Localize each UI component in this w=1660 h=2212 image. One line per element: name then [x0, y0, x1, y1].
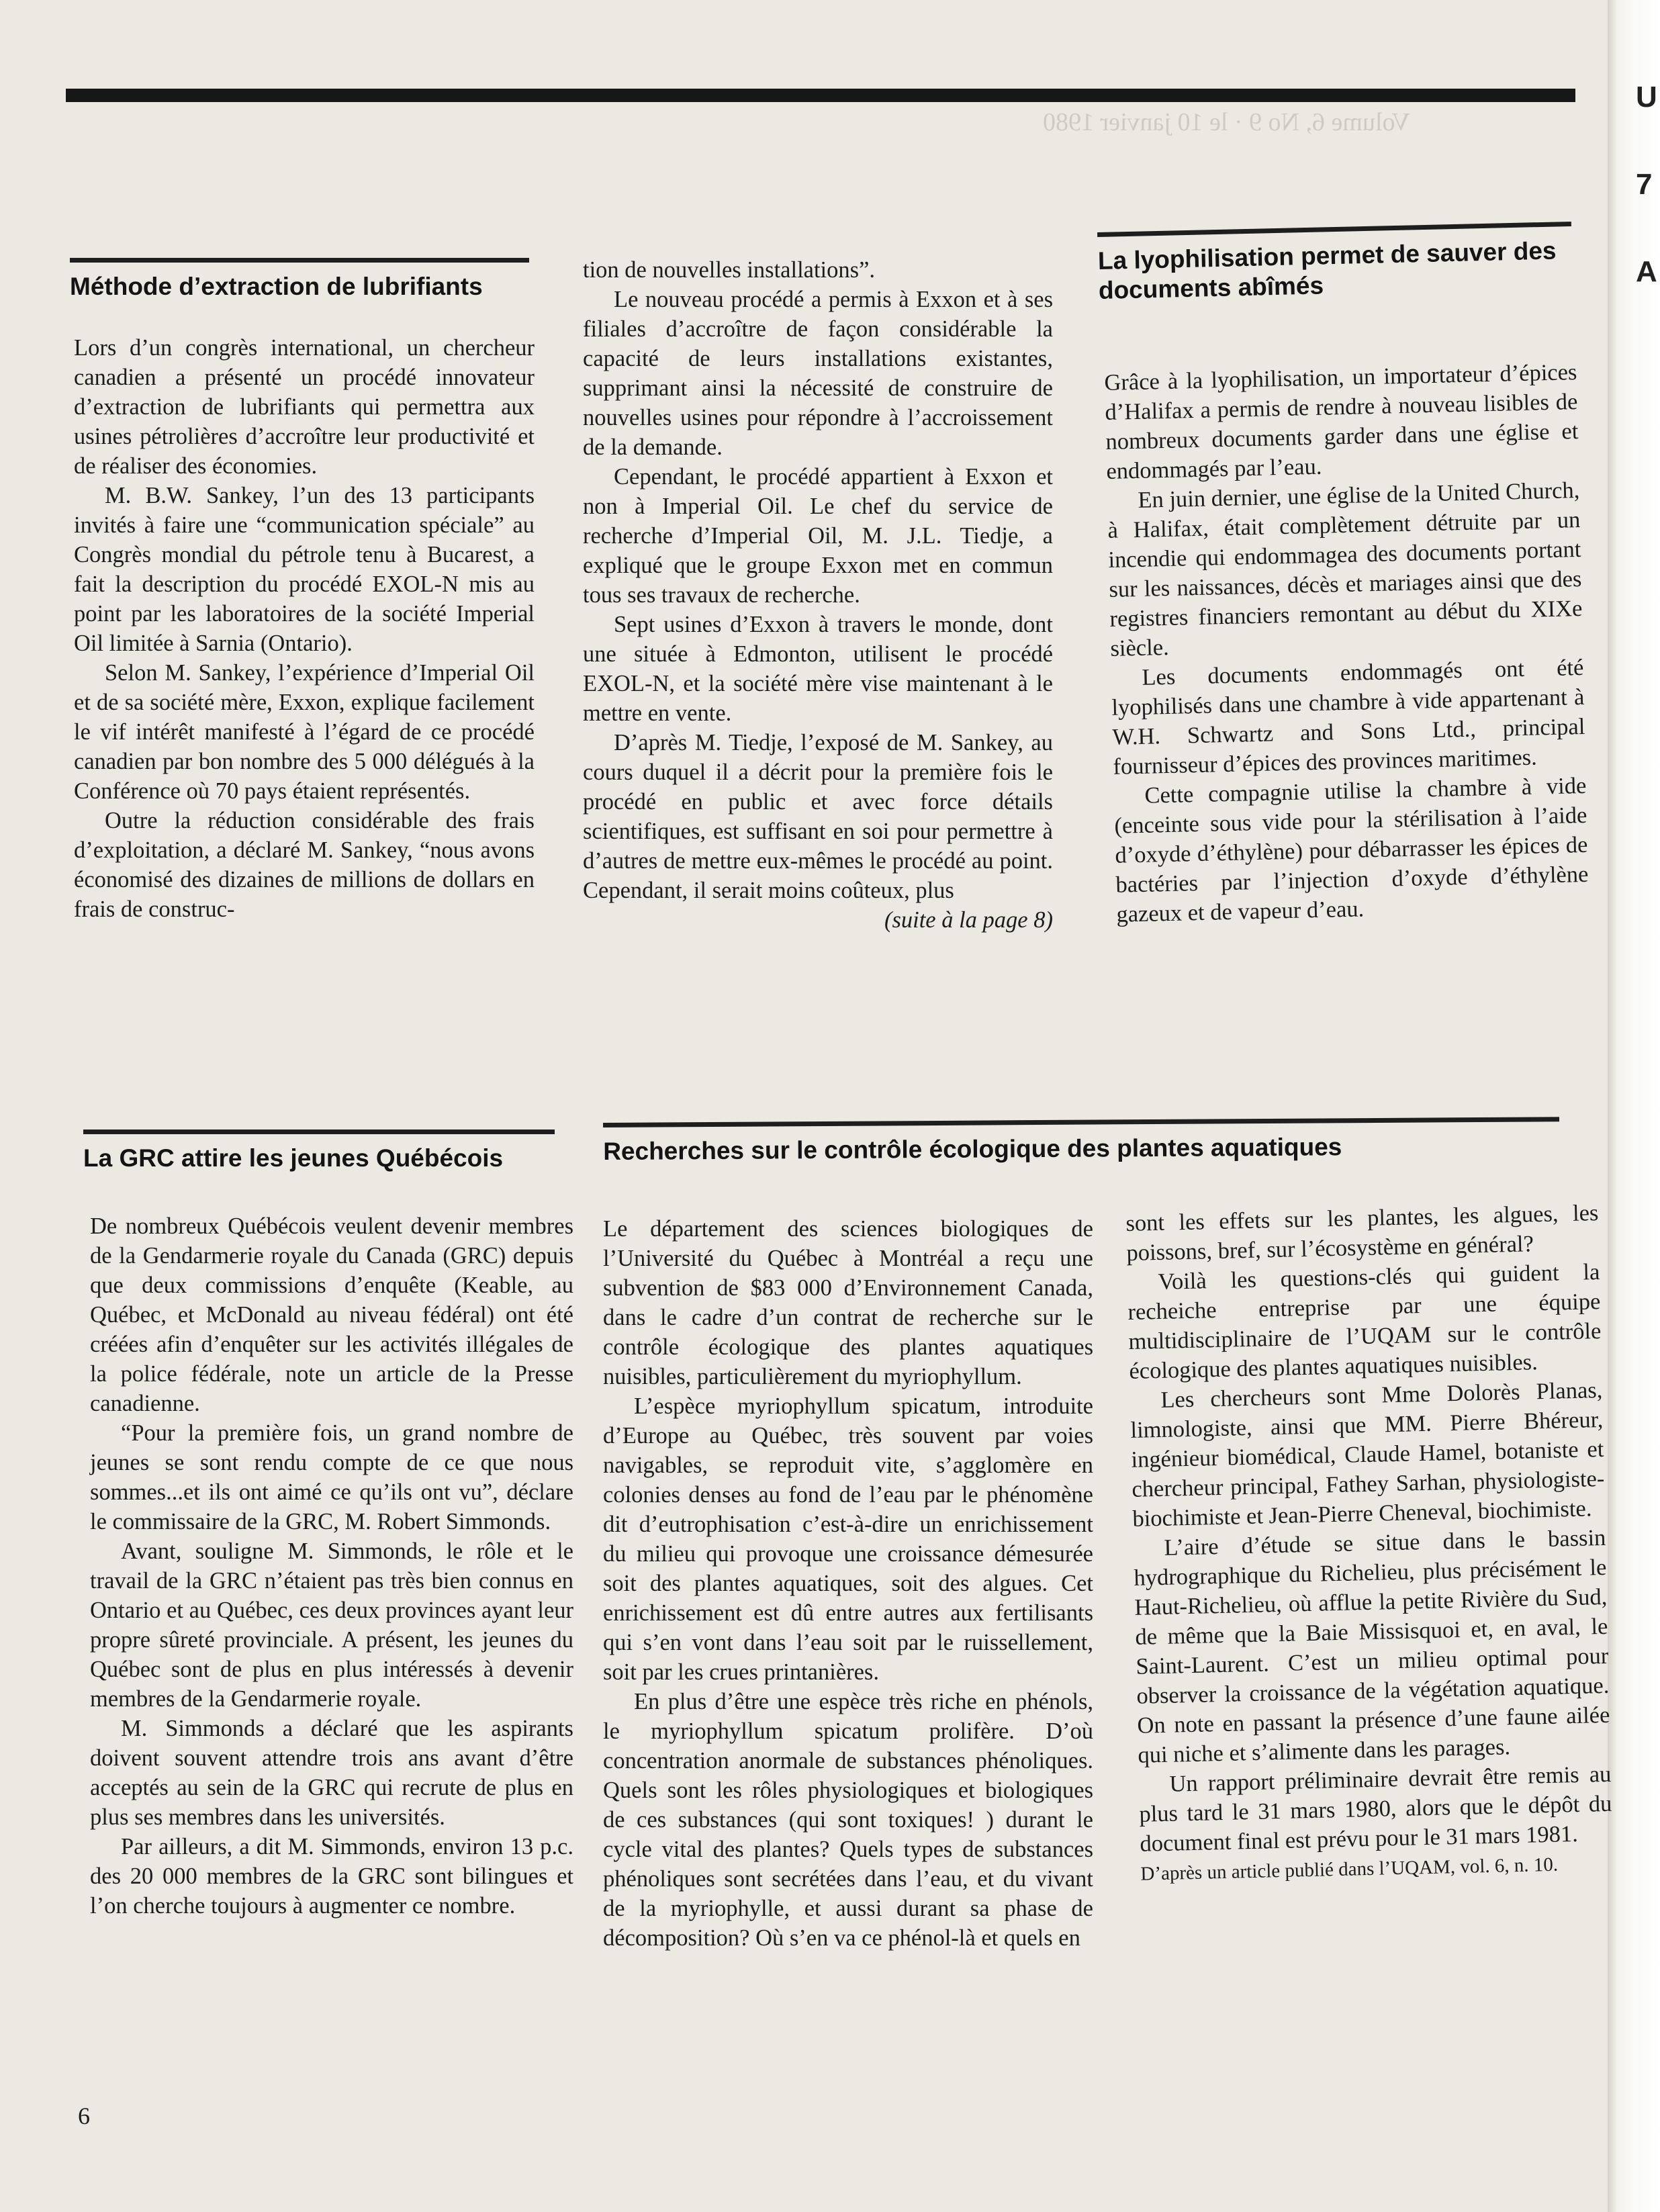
- paragraph: Par ailleurs, a dit M. Simmonds, environ 13 p.c. des 20 000 membres de la GRC sont bilingues et l’on cherche toujours à augmenter ce nombre.: [90, 1834, 573, 1919]
- show-through-header: Volume 6, No 9 · le 10 janvier 1980: [1042, 108, 1410, 136]
- continued-note: (suite à la page 8): [884, 907, 1053, 933]
- paragraph: Selon M. Sankey, l’expérience d’Imperial Oil et de sa société mère, Exxon, explique facilement le vif intérêt manifesté à l’égard de ce procédé canadien par bon nombre des 5 000 délégués à la Conférence où 70 pays étaient représentés.: [74, 660, 535, 804]
- headline-rule: [83, 1130, 555, 1134]
- paragraph: En plus d’être une espèce très riche en phénols, le myriophyllum spicatum prolifère. D’où concentration anormale de substances phénoliques. Quels sont les rôles physiologiques et biologiques de ces substances (qui sont toxiques! ) durant le cycle vital des plantes? Quels types de substances phénoliques sont secrétées dans l’eau, et du vivant de la myriophylle, et aussi durant sa phase de décomposition? Où s’en va ce phénol-là et quels en: [603, 1689, 1093, 1951]
- paragraph: Cependant, le procédé appartient à Exxon et non à Imperial Oil. Le chef du service de recherche d’Imperial Oil, M. J.L. Tiedje, a expliqué que le groupe Exxon met en commun tous ses travaux de recherche.: [583, 464, 1053, 608]
- headline-rule: [603, 1117, 1559, 1127]
- paragraph: Outre la réduction considérable des frais d’exploitation, a déclaré M. Sankey, “nous avons économisé des dizaines de millions de dollars en frais de construc-: [74, 808, 535, 922]
- source-credit: D’après un article publié dans l’UQAM, vol. 6, n. 10.: [1140, 1853, 1559, 1885]
- paragraph: Voilà les questions-clés qui guident la recheiche entreprise par une équipe multidisciplinaire de l’UQAM sur le contrôle écologique des plantes aquatiques nuisibles.: [1127, 1259, 1602, 1384]
- paragraph: En juin dernier, une église de la United Church, à Halifax, était complètement détruite par un incendie qui endommagea des documents portant sur les naissances, décès et mariages ainsi que des registres financiers remontant au début du XIXe siècle.: [1107, 477, 1583, 661]
- adjacent-page-marks: [1636, 54, 1657, 316]
- side-mark: A: [1636, 255, 1657, 288]
- paragraph: Le nouveau procédé a permis à Exxon et à ses filiales d’accroître de façon considérable la capacité de leurs installations existantes, supprimant ainsi la nécessité de construire de nouvelles usines pour répondre à l’accroissement de la demande.: [583, 287, 1053, 460]
- headline: Recherches sur le contrôle écologique des plantes aquatiques: [603, 1133, 1342, 1165]
- paragraph: Sept usines d’Exxon à travers le monde, dont une située à Edmonton, utilisent le procédé EXOL-N, et la société mère vise maintenant à le mettre en vente.: [583, 612, 1053, 726]
- article-plantes-col2: [1125, 1198, 1614, 1887]
- paragraph: tion de nouvelles installations”.: [583, 257, 876, 283]
- article-lubrifiants-col2: [583, 255, 1053, 935]
- paragraph: “Pour la première fois, un grand nombre de jeunes se sont rendu compte de ce que nous sommes...et ils ont aimé ce qu’ils ont vu”, déclare le commissaire de la GRC, M. Robert Simmonds.: [90, 1420, 573, 1534]
- article-lyophilisation-body: [1104, 357, 1589, 929]
- paragraph: Lors d’un congrès international, un chercheur canadien a présenté un procédé innovateur d’extraction de lubrifiants qui permettra aux usines pétrolières d’accroître leur productivité et de réaliser des économies.: [74, 335, 535, 479]
- paragraph: Les documents endommagés ont été lyophilisés dans une chambre à vide appartenant à W.H. Schwartz and Sons Ltd., principal fournisseur d’épices des provinces maritimes.: [1111, 654, 1585, 780]
- article-lubrifiants-col1: [74, 333, 535, 924]
- paragraph: L’aire d’étude se situe dans le bassin hydrographique du Richelieu, plus précisément le Haut-Richelieu, où afflue la petite Rivière du Sud, de même que la Baie Missisquoi et, en aval, le Saint-Laurent. C’est un milieu optimal pour observer la croissance de la végétation aquatique. On note en passant la présence d’une faune ailée qui niche et s’alimente dans les parages.: [1134, 1524, 1610, 1768]
- paragraph: D’après M. Tiedje, l’exposé de M. Sankey, au cours duquel il a décrit pour la première fois le procédé en public et avec force détails scientifiques, est suffisant en soi pour permettre à d’autres de mettre eux-mêmes le procédé au point. Cependant, il serait moins coûteux, plus: [583, 730, 1053, 903]
- headline-rule: [1097, 222, 1571, 237]
- side-mark: U: [1636, 81, 1657, 113]
- paragraph: M. B.W. Sankey, l’un des 13 participants invités à faire une “communication spéciale” au Congrès mondial du pétrole tenu à Bucarest, a fait la description du procédé EXOL-N mis au point par les laboratoires de la société Imperial Oil limitée à Sarnia (Ontario).: [74, 483, 535, 656]
- paragraph: M. Simmonds a déclaré que les aspirants doivent souvent attendre trois ans avant d’être acceptés au sein de la GRC qui recrute de plus en plus ses membres dans les universités.: [90, 1716, 573, 1830]
- page-number: 6: [78, 2103, 90, 2129]
- paragraph: L’espèce myriophyllum spicatum, introduite d’Europe au Québec, très souvent par voies navigables, se reproduit vite, s’agglomère en colonies denses au fond de l’eau par le phénomène dit d’eutrophisation c’est-à-dire un enrichissement du milieu qui provoque une croissance démesurée soit des plantes aquatiques, soit des algues. Cet enrichissement est dû entre autres aux fertilisants qui s’en vont dans l’eau soit par le ruissellement, soit par les crues printanières.: [603, 1393, 1093, 1685]
- headline: La GRC attire les jeunes Québécois: [83, 1144, 504, 1172]
- paragraph: Cette compagnie utilise la chambre à vide (enceinte sous vide pour la stérilisation à l’aide d’oxyde d’éthylène) pour débarrasser les épices de bactéries par l’injection d’oxyde d’éthylène gazeux et de vapeur d’eau.: [1114, 772, 1589, 927]
- article-lubrifiants-header: [70, 258, 529, 302]
- article-plantes-col1: [603, 1214, 1093, 1953]
- page-edge: [1608, 0, 1660, 2212]
- headline: La lyophilisation permet de sauver des documents abîmés: [1097, 236, 1557, 304]
- headline: Méthode d’extraction de lubrifiants: [70, 273, 483, 300]
- paragraph: De nombreux Québécois veulent devenir membres de la Gendarmerie royale du Canada (GRC) depuis que deux commissions d’enquête (Keable, au Québec, et McDonald au niveau fédéral) ont été créées afin d’enquêter sur les activités illégales de la police fédérale, note un article de la Presse canadienne.: [90, 1213, 573, 1416]
- side-mark: 7: [1636, 168, 1653, 201]
- article-lyophilisation-header: [1097, 222, 1573, 306]
- article-grc-body: [90, 1211, 573, 1921]
- paragraph: Un rapport préliminaire devrait être remis au plus tard le 31 mars 1980, alors que le dépôt du document final est prévu pour le 31 mars 1981.: [1139, 1761, 1612, 1857]
- article-plantes-header: [603, 1117, 1559, 1166]
- top-rule: [66, 89, 1575, 102]
- paragraph: Le département des sciences biologiques de l’Université du Québec à Montréal a reçu une subvention de $83 000 d’Environnement Canada, dans le cadre d’un contrat de recherche sur le contrôle écologique des plantes aquatiques nuisibles, particulièrement du myriophyllum.: [603, 1216, 1093, 1389]
- article-grc-header: [83, 1130, 555, 1173]
- paragraph: Les chercheurs sont Mme Dolorès Planas, limnologiste, ainsi que MM. Pierre Bhéreur, ingénieur biomédical, Claude Hamel, botaniste et chercheur principal, Fathey Sarhan, physiologiste-biochimiste et Jean-Pierre Cheneval, biochimiste.: [1130, 1377, 1605, 1532]
- paragraph: Avant, souligne M. Simmonds, le rôle et le travail de la GRC n’étaient pas très bien connus en Ontario et au Québec, ces deux provinces ayant leur propre sûreté provinciale. A présent, les jeunes du Québec sont de plus en plus intéressés à devenir membres de la Gendarmerie royale.: [90, 1538, 573, 1712]
- paragraph: Grâce à la lyophilisation, un importateur d’épices d’Halifax a permis de rendre à nouveau lisibles de nombreux documents garder dans une église et endommagés par l’eau.: [1104, 359, 1579, 484]
- headline-rule: [70, 258, 529, 263]
- paragraph: sont les effets sur les plantes, les algues, les poissons, bref, sur l’écosystème en général?: [1125, 1200, 1599, 1266]
